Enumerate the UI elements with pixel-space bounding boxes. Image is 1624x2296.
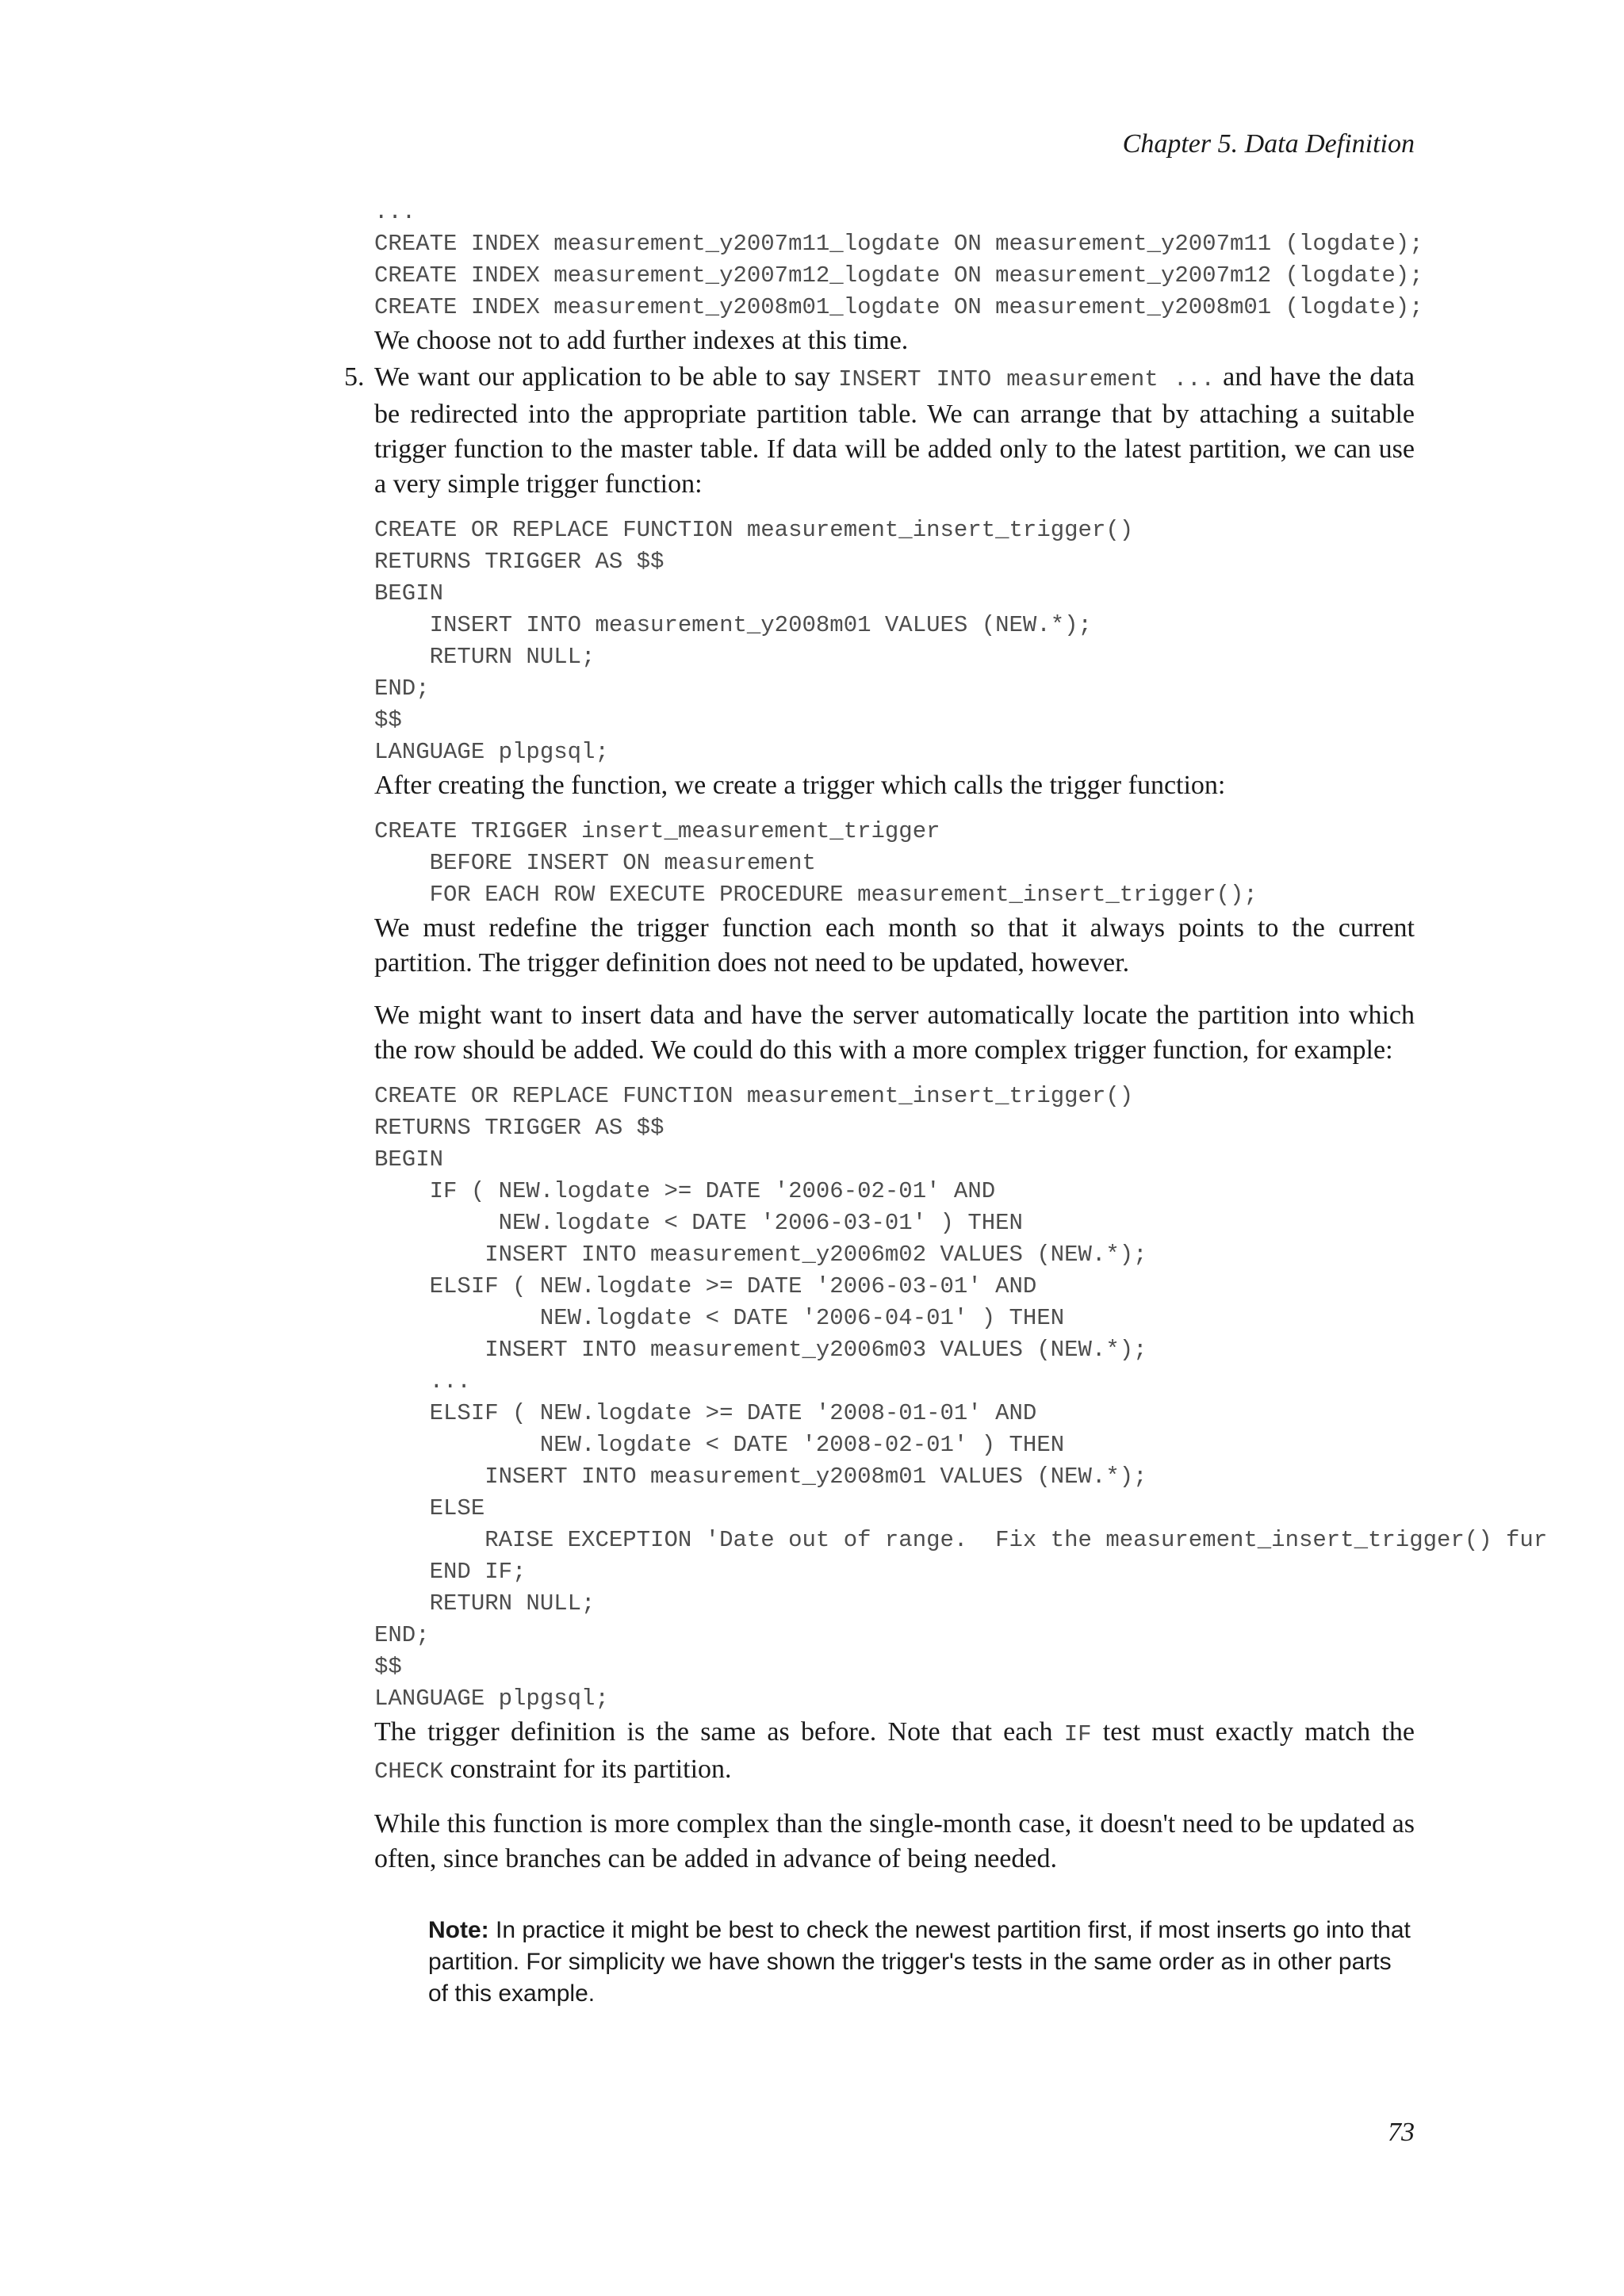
list-number: 5. (344, 362, 365, 392)
note-text: In practice it might be best to check the newest partition first, if most inserts go into that partition. For simplicity we have shown the trigger's tests in the same order as in other parts of this example. (428, 1917, 1411, 2007)
note-box (428, 1915, 1415, 2010)
code-block-indexes: ... CREATE INDEX measurement_y2007m11_logdate ON measurement_y2007m11 (logdate); CREATE INDEX measurement_y2007m12_logdate ON measurement_y2007m12 (logdate); CREATE INDEX measurement_y2008m01_logdate ON measurement_y2008m01 (logdate); (374, 199, 1423, 320)
code-block-create-trigger: CREATE TRIGGER insert_measurement_trigger BEFORE INSERT ON measurement FOR EACH ROW EXECUTE PROCEDURE measurement_insert_trigger(); (374, 818, 1258, 908)
page-number: 73 (1388, 2118, 1415, 2147)
paragraph-after-function: After creating the function, we create a trigger which calls the trigger function: (374, 771, 1226, 800)
inline-code-check: CHECK (374, 1758, 444, 1785)
inline-code: INSERT INTO measurement ... (838, 366, 1215, 392)
paragraph-same-as-before: The trigger definition is the same as before. Note that each IF test must exactly match the CHECK constraint for its partition. (374, 1717, 1415, 1785)
list-item-text: We want our application to be able to say INSERT INTO measurement ... and have the data be redirected into the appropriate partition table. We can arrange that by attaching a suitable trigger function to the master table. If data will be added only to the latest partition, we can use a very simple trigger function: (374, 362, 1415, 499)
page-content (344, 197, 1624, 2010)
paragraph-redefine: We must redefine the trigger function each month so that it always points to the current partition. The trigger definition does not need to be updated, however. (374, 913, 1415, 978)
code-block-simple-function: CREATE OR REPLACE FUNCTION measurement_insert_trigger() RETURNS TRIGGER AS $$ BEGIN INSERT INTO measurement_y2008m01 VALUES (NEW.*); RETURN NULL; END; $$ LANGUAGE plpgsql; (374, 517, 1134, 765)
paragraph-complex: We might want to insert data and have the server automatically locate the partition into which the row should be added. We could do this with a more complex trigger function, for example: (374, 1001, 1415, 1065)
note-label: Note: (428, 1917, 489, 1943)
paragraph-while: While this function is more complex than the single-month case, it doesn't need to be updated as often, since branches can be added in advance of being needed. (374, 1809, 1415, 1873)
paragraph-indexes: We choose not to add further indexes at this time. (374, 326, 909, 355)
list-item-5 (344, 360, 1624, 2010)
chapter-header: Chapter 5. Data Definition (1122, 129, 1415, 159)
inline-code-if: IF (1063, 1721, 1092, 1747)
code-block-complex-function: CREATE OR REPLACE FUNCTION measurement_insert_trigger() RETURNS TRIGGER AS $$ BEGIN IF ( NEW.logdate >= DATE '2006-02-01' AND NEW.logdate < DATE '2006-03-01' ) THEN INSERT INTO measurement_y2006m02 VALUES (NEW.*); ELSIF ( NEW.logdate >= DATE '2006-03-01' AND NEW.logdate < DATE '2006-04-01' ) THEN INSERT INTO measurement_y2006m03 VALUES (NEW.*); ... ELSIF ( NEW.logdate >= DATE '2008-01-01' AND NEW.logdate < DATE '2008-02-01' ) THEN INSERT INTO measurement_y2008m01 VALUES (NEW.*); ELSE RAISE EXCEPTION 'Date out of range. Fix the measurement_insert_trigger() fur END IF; RETURN NULL; END; $$ LANGUAGE plpgsql; (374, 1083, 1548, 1712)
